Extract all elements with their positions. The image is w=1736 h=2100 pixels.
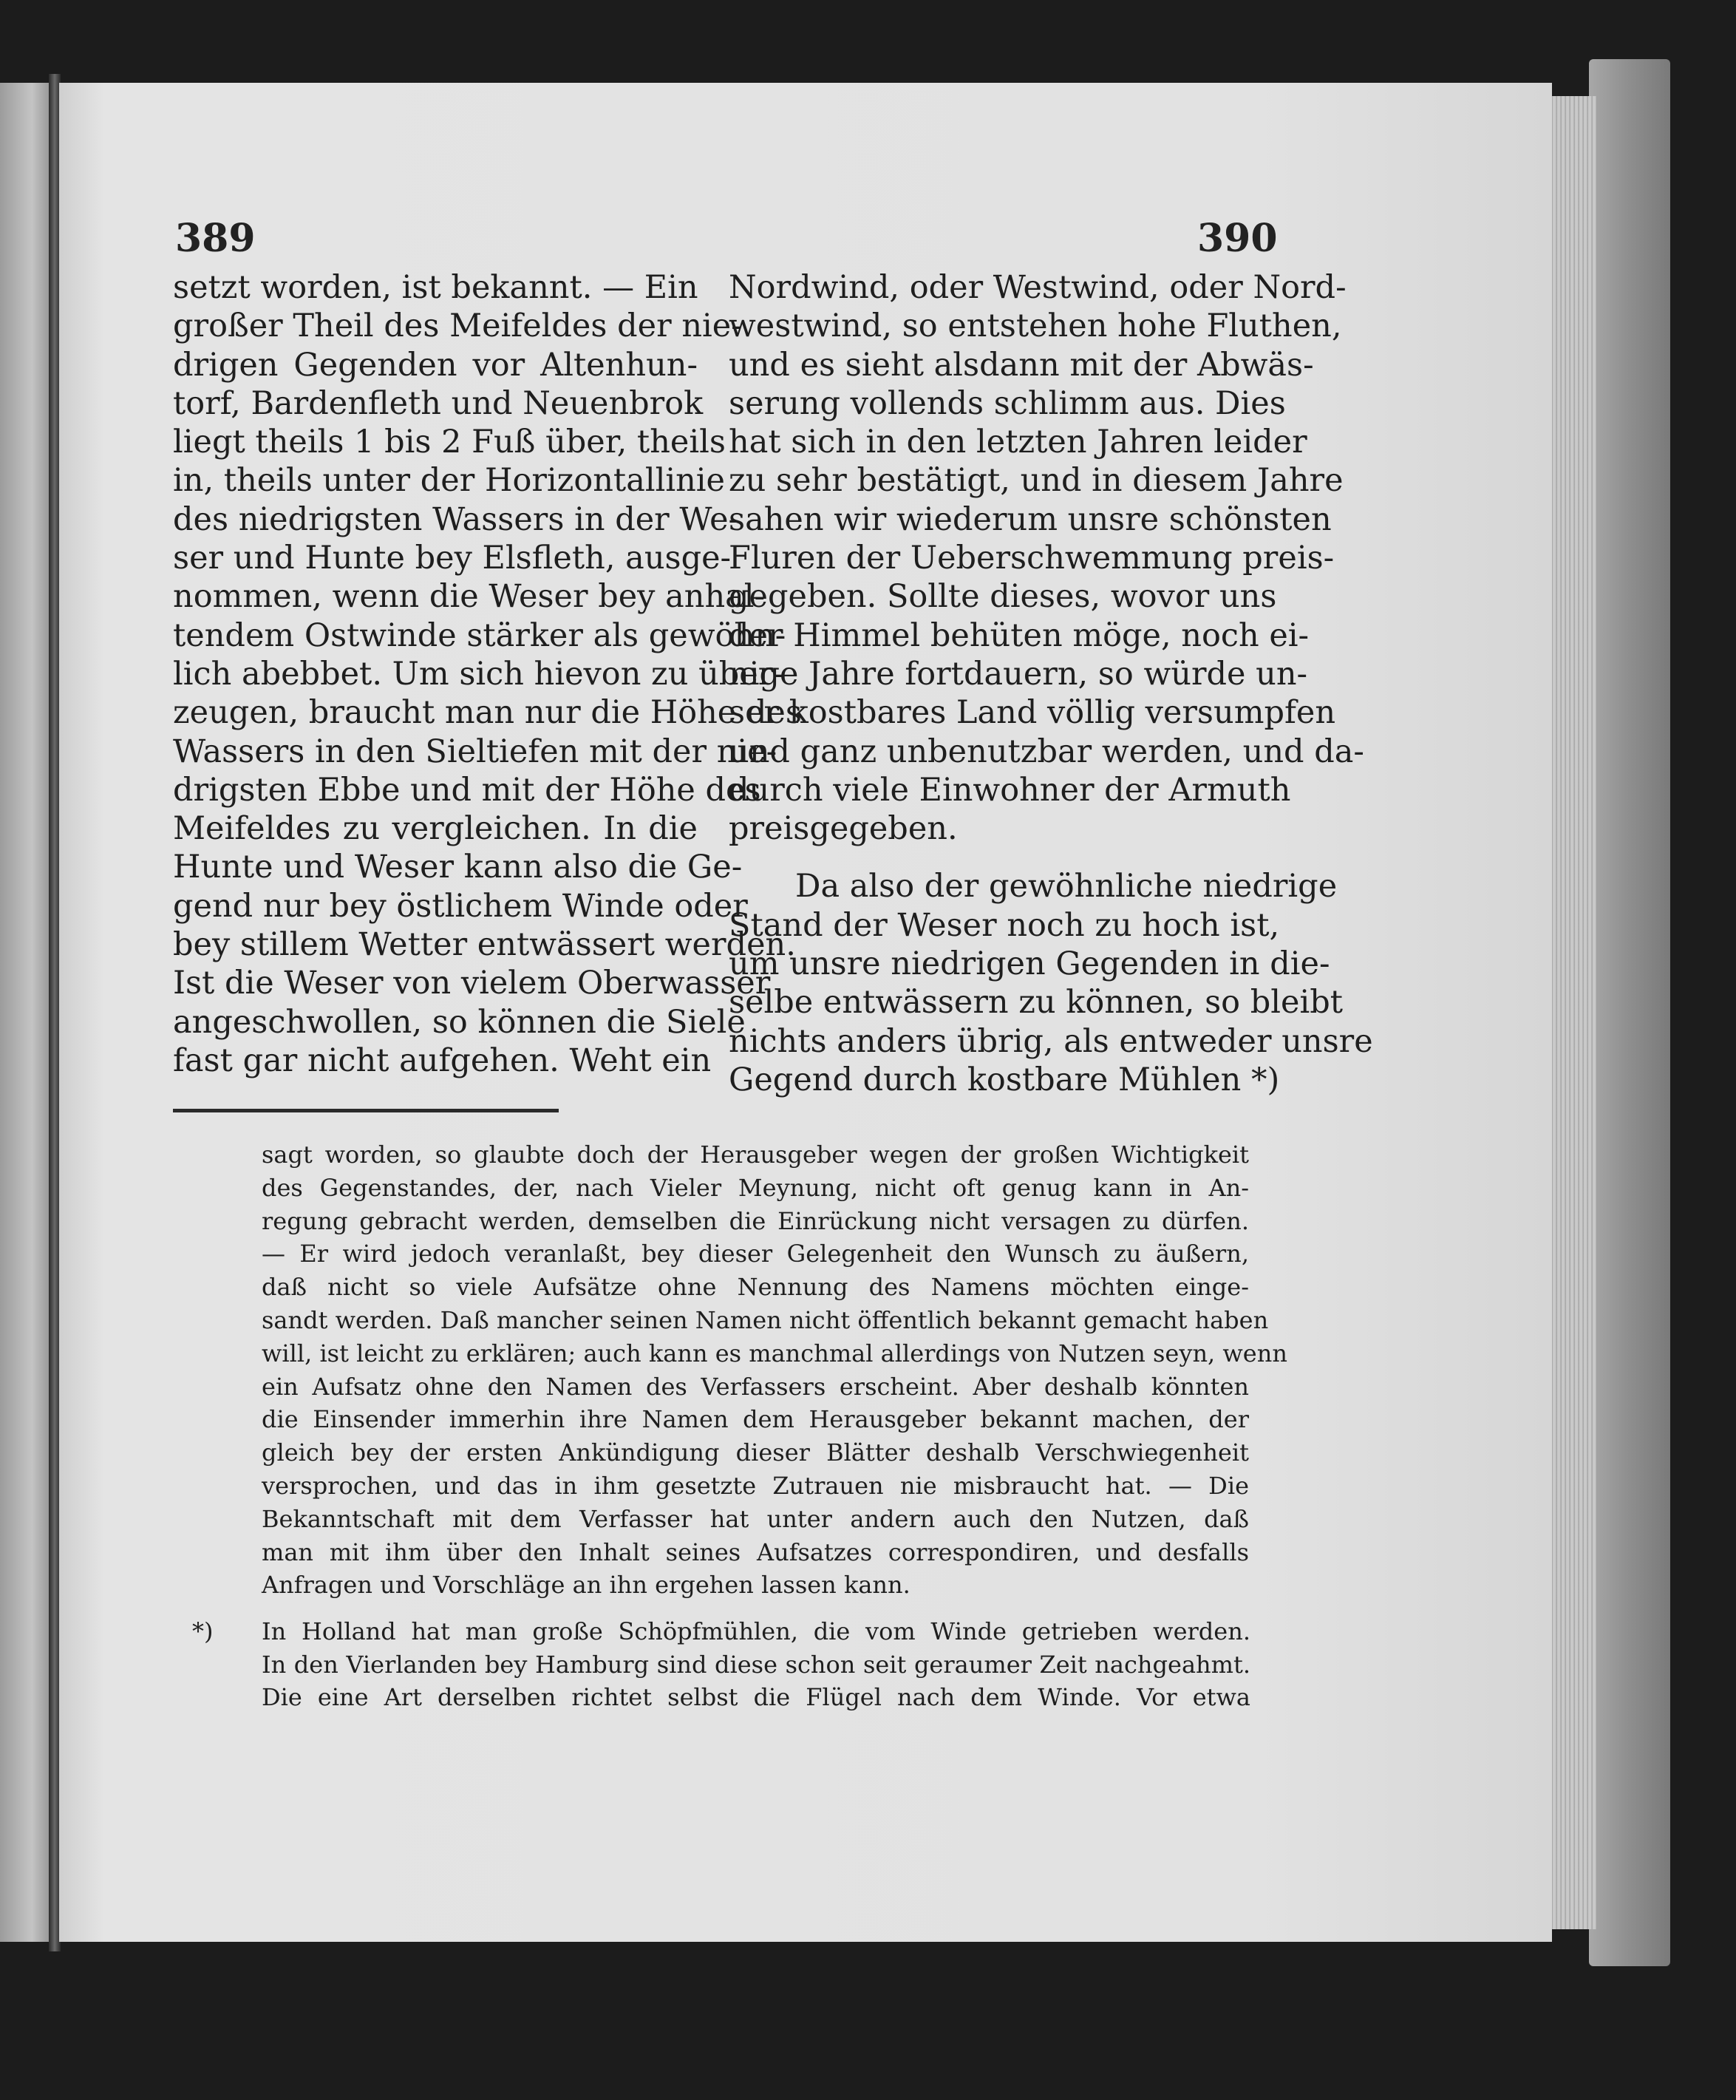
footnote-line: will, ist leicht zu erklären; auch kann es manchmal allerdings von Nutzen seyn, wenn <box>262 1339 1287 1367</box>
text-line: serung vollends schlimm aus. Dies <box>729 384 1286 422</box>
paragraph-gap <box>729 848 1253 867</box>
text-line: drigen Gegenden vor Altenhun- <box>173 346 698 384</box>
footnote-line: die Einsender immerhin ihre Namen dem Herausgeber bekannt machen, der <box>262 1405 1249 1434</box>
text-line: ser kostbares Land völlig versumpfen <box>729 694 1336 732</box>
text-line: um unsre niedrigen Gegenden in die- <box>729 945 1330 983</box>
text-line: der Himmel behüten möge, noch ei- <box>729 616 1310 654</box>
footnote-rule <box>173 1109 559 1112</box>
page-number-left: 389 <box>175 216 256 261</box>
footnote-line: In den Vierlanden bey Hamburg sind diese schon seit geraumer Zeit nachgeahmt. <box>262 1650 1250 1679</box>
text-line: gend nur bey östlichem Winde oder <box>173 887 748 925</box>
text-line: Ist die Weser von vielem Oberwasser <box>173 965 771 1002</box>
text-line: preisgegeben. <box>729 810 958 848</box>
footnote-line: Anfragen und Vorschläge an ihn ergehen lassen kann. <box>262 1571 910 1600</box>
text-line: Gegend durch kostbare Mühlen *) <box>729 1061 1280 1098</box>
text-line: Stand der Weser noch zu hoch ist, <box>729 906 1280 944</box>
page-number-right: 390 <box>1197 216 1278 261</box>
footnote-line: daß nicht so viele Aufsätze ohne Nennung des Namens möchten einge- <box>262 1273 1249 1302</box>
text-line: Wassers in den Sieltiefen mit der nie- <box>173 733 777 770</box>
text-line: Fluren der Ueberschwemmung preis- <box>729 540 1335 577</box>
text-line: bey stillem Wetter entwässert werden. <box>173 926 796 964</box>
text-line: des niedrigsten Wassers in der We- <box>173 500 740 538</box>
text-line: angeschwollen, so können die Siele <box>173 1003 746 1041</box>
text-line: Nordwind, oder Westwind, oder Nord- <box>729 269 1347 306</box>
footnote-line: Bekanntschaft mit dem Verfasser hat unter andern auch den Nutzen, daß <box>262 1504 1249 1533</box>
text-line: großer Theil des Meifeldes der nie- <box>173 307 742 345</box>
text-line: nommen, wenn die Weser bey anhal- <box>173 578 766 616</box>
text-line: selbe entwässern zu können, so bleibt <box>729 984 1344 1022</box>
text-line: nichts anders übrig, als entweder unsre <box>729 1022 1373 1060</box>
footnote-line: Die eine Art derselben richtet selbst die Flügel nach dem Winde. Vor etwa <box>262 1683 1250 1711</box>
book-cover-edge <box>1589 59 1670 1966</box>
text-line: liegt theils 1 bis 2 Fuß über, theils <box>173 424 726 461</box>
text-line: torf, Bardenfleth und Neuenbrok <box>173 384 704 422</box>
text-line: Da also der gewöhnliche niedrige <box>795 868 1338 905</box>
text-line: westwind, so entstehen hohe Fluthen, <box>729 307 1342 345</box>
text-line: setzt worden, ist bekannt. — Ein <box>173 269 698 306</box>
text-line: zeugen, braucht man nur die Höhe des <box>173 694 802 732</box>
text-line: Meifeldes zu vergleichen. In die <box>173 810 698 848</box>
footnote-line: — Er wird jedoch veranlaßt, bey dieser Gelegenheit den Wunsch zu äußern, <box>262 1240 1249 1268</box>
text-line: durch viele Einwohner der Armuth <box>729 771 1291 809</box>
footnote-line: ein Aufsatz ohne den Namen des Verfassers erscheint. Aber deshalb könnten <box>262 1372 1249 1401</box>
text-line: in, theils unter der Horizontallinie <box>173 462 725 500</box>
facing-page-edge <box>0 83 53 1942</box>
text-line: sahen wir wiederum unsre schönsten <box>729 500 1332 538</box>
page-stack-edge <box>1545 96 1596 1929</box>
footnote-line: gleich bey der ersten Ankündigung dieser Blätter deshalb Verschwiegenheit <box>262 1438 1249 1467</box>
mill-footnote <box>192 1615 1250 1714</box>
left-text-column <box>173 268 802 1080</box>
text-line: nige Jahre fortdauern, so würde un- <box>729 655 1308 693</box>
text-line: lich abebbet. Um sich hievon zu über- <box>173 655 784 693</box>
text-line: und ganz unbenutzbar werden, und da- <box>729 733 1364 770</box>
text-line: zu sehr bestätigt, und in diesem Jahre <box>729 462 1344 500</box>
footnote-line: sandt werden. Daß mancher seinen Namen nicht öffentlich bekannt gemacht haben <box>262 1305 1269 1334</box>
text-line: ser und Hunte bey Elsfleth, ausge- <box>173 540 732 577</box>
footnote-line: des Gegenstandes, der, nach Vieler Meynung, nicht oft genug kann in An- <box>262 1173 1249 1202</box>
editor-footnote <box>262 1138 1287 1602</box>
footnote-line: regung gebracht werden, demselben die Einrückung nicht versagen zu dürfen. <box>262 1206 1249 1235</box>
text-line: fast gar nicht aufgehen. Weht ein <box>173 1041 712 1079</box>
text-line: und es sieht alsdann mit der Abwäs- <box>729 346 1314 384</box>
footnote-line <box>192 1615 1250 1648</box>
right-text-column <box>729 268 1373 1099</box>
text-line: hat sich in den letzten Jahren leider <box>729 424 1307 461</box>
footnote-line: man mit ihm über den Inhalt seines Aufsatzes correspondiren, und desfalls <box>262 1537 1249 1566</box>
footnote-line: sagt worden, so glaubte doch der Herausgeber wegen der großen Wichtigkeit <box>262 1141 1249 1169</box>
footnote-marker: *) <box>192 1617 214 1645</box>
footnote-line: versprochen, und das in ihm gesetzte Zutrauen nie misbraucht hat. — Die <box>262 1471 1249 1500</box>
text-line: Hunte und Weser kann also die Ge- <box>173 849 743 886</box>
text-line: drigsten Ebbe und mit der Höhe des <box>173 771 761 809</box>
footnote-text: In Holland hat man große Schöpfmühlen, die vom Winde getrieben werden. <box>262 1617 1250 1645</box>
text-line: tendem Ostwinde stärker als gewöhn- <box>173 616 786 654</box>
text-line: gegeben. Sollte dieses, wovor uns <box>729 578 1277 616</box>
